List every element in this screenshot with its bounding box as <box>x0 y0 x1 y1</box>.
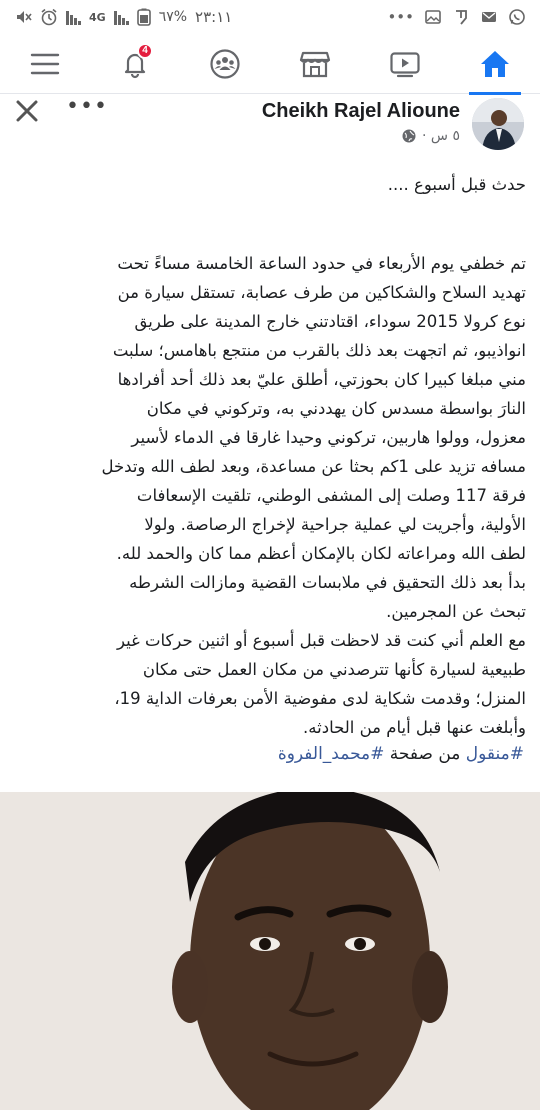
post-line: لطف الله ومراعاته لكان بالإمكان أعظم مما كان والحمد لله. <box>116 544 526 563</box>
nav-home[interactable] <box>465 39 525 89</box>
post-line: فرقة 117 وصلت إلى المشفى الوطني، تلقيت الإسعافات <box>136 486 526 505</box>
post-line: وأبلغت عنها قبل أيام من الحادثه. <box>303 718 526 737</box>
nav-watch[interactable] <box>375 39 435 89</box>
hashtag-link[interactable]: #محمد_الفروة <box>277 744 385 764</box>
post-header <box>0 94 540 164</box>
signal-icon-2 <box>66 10 81 25</box>
mute-icon <box>14 8 32 26</box>
post-line: المنزل؛ وقدمت شكاية لدى مفوضية الأمن بعرفات الداية 19، <box>114 689 526 708</box>
battery-icon <box>137 8 151 26</box>
globe-icon <box>402 129 416 143</box>
battery-level: %٦٧ <box>158 9 188 25</box>
post-line: مع العلم أني كنت قد لاحظت قبل أسبوع أو اثنين حركات غير <box>117 631 526 650</box>
post-line: مني مبلغا كبيرا كان بحوزتي، أطلق عليّ بعد ذلك أحد أفرادها <box>117 370 526 389</box>
gallery-icon <box>424 8 442 26</box>
post-line: نوع كرولا 2015 سوداء، اقتادتني خارج المدينة على طريق <box>134 312 526 331</box>
post-text <box>16 170 526 742</box>
nav-groups[interactable] <box>195 39 255 89</box>
nav-menu[interactable] <box>15 39 75 89</box>
status-bar <box>0 0 540 34</box>
nav-marketplace[interactable] <box>285 39 345 89</box>
hashtag-connector: من صفحة <box>384 744 466 764</box>
menu-icon <box>30 51 60 77</box>
post-intro: حدث قبل أسبوع .... <box>387 175 526 194</box>
post-line: معزول، وولوا هاربين، تركوني وحيدا غارقا في الدماء لأسير <box>131 428 526 447</box>
signal-icon <box>114 10 129 25</box>
post-author-name[interactable]: Cheikh Rajel Alioune <box>261 100 460 122</box>
status-bar-left <box>14 8 232 26</box>
hashtag-link[interactable]: #منقول <box>465 744 524 764</box>
more-dots-icon: ••• <box>387 7 414 26</box>
message-icon <box>480 8 498 26</box>
marketplace-icon <box>299 49 331 79</box>
paragraph-gap <box>16 220 526 249</box>
home-icon <box>479 49 511 79</box>
post-line: تم خطفي يوم الأربعاء في حدود الساعة الخامسة مساءً تحت <box>117 254 526 273</box>
whatsapp-icon <box>508 8 526 26</box>
post-line: النارَ بواسطة مسدس كان يهددني به، وتركوني في مكان <box>146 399 526 418</box>
portrait-image <box>0 792 540 1110</box>
alarm-icon <box>40 8 58 26</box>
post-line: تهديد السلاح والشكاكين من طرف عصابة، تستقل سيارة من <box>117 283 526 302</box>
avatar-image <box>472 98 524 150</box>
post-line: طبيعية لسيارة كأنها تترصدني من مكان العمل حتى مكان <box>142 660 526 679</box>
status-bar-right <box>387 8 526 26</box>
facebook-nav-bar <box>0 34 540 94</box>
close-icon[interactable] <box>14 98 40 124</box>
clock: ٢٣:١١ <box>195 8 233 26</box>
post-meta <box>402 128 460 144</box>
network-type: 4G <box>89 10 106 24</box>
post-photo[interactable] <box>0 792 540 1110</box>
more-options-icon[interactable]: ••• <box>66 94 108 119</box>
post-time[interactable]: ٥ س · <box>422 128 460 144</box>
video-icon <box>389 50 421 78</box>
app-notification-icon <box>452 8 470 26</box>
avatar[interactable] <box>472 98 524 150</box>
post-hashtags <box>278 744 524 764</box>
post-line: بدأ بعد ذلك التحقيق في ملابسات القضية ومازالت الشرطه <box>129 573 526 592</box>
nav-notifications[interactable] <box>105 39 165 89</box>
post-line: انواذيبو، ثم اتجهت بعد ذلك بالقرب من منتجع باهامس؛ سلبت <box>112 341 526 360</box>
groups-icon <box>209 48 241 80</box>
post-line: الأولية، وأجريت لي عملية جراحية لإخراج الرصاصة. ولولا <box>144 515 526 534</box>
post-line: مسافه تزيد على 1كم بحثا عن مساعدة، وبعد لطف الله وتدخل <box>101 457 526 476</box>
post-line: تبحث عن المجرمين. <box>386 602 526 621</box>
notification-badge: 4 <box>137 43 153 59</box>
